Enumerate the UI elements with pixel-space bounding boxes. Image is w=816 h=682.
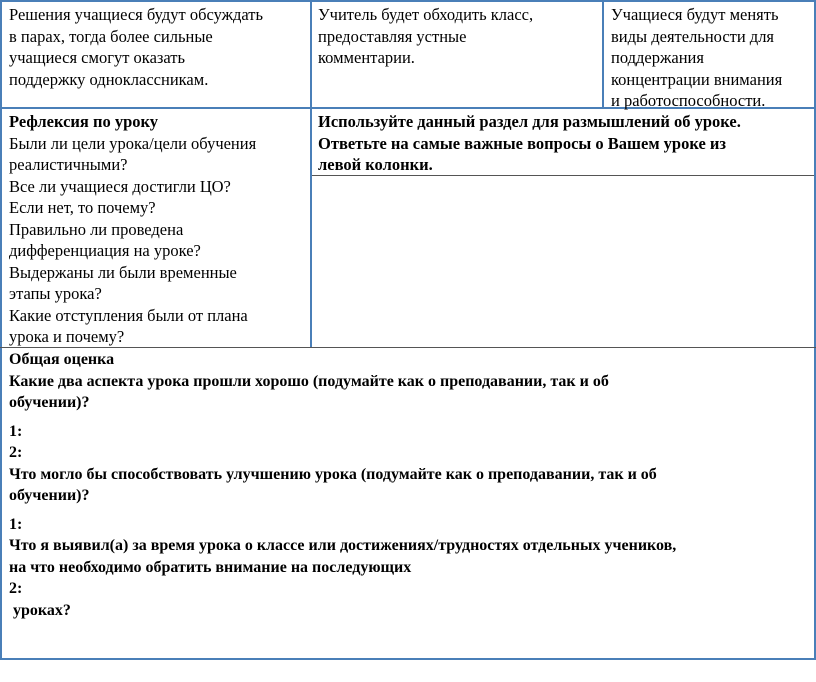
reflection-instruction: Используйте данный раздел для размышлений об уроке. Ответьте на самые важные вопросы о Вашем уроке из левой колонки. bbox=[318, 112, 741, 174]
overall-title: Общая оценка bbox=[9, 351, 115, 368]
row1-col1: Решения учащиеся будут обсуждать в парах, тогда более сильные учащиеся смогут оказать поддержку одноклассникам. bbox=[9, 5, 264, 89]
row1-col3: Учащиеся будут менять виды деятельности для поддержания концентрации внимания и работоспособности. bbox=[611, 5, 783, 110]
reflection-questions: Рефлексия по уроку Были ли цели урока/цели обучения реалистичными? Все ли учащиеся достигли ЦО? Если нет, то почему? Правильно ли проведена дифференциация на уроке? Выдержаны ли были временные этапы урока? Какие отступления были от плана урока и почему? bbox=[9, 111, 309, 348]
divider bbox=[602, 0, 604, 107]
overall-evaluation: Общая оценка Какие два аспекта урока прошли хорошо (подумайте как о преподавании, так и об обучении)? 1: 2: Что могло бы способствовать улучшению урока (подумайте как о преподавании, так и об обучении)? 1: Что я выявил(а) за время урока о классе или достижениях/трудностях отдельных учеников, на что необходимо обратить внимание на последующих 2: уроках? bbox=[9, 349, 809, 621]
reflection-title: Рефлексия по уроку bbox=[9, 112, 159, 131]
reflection-answer-area[interactable] bbox=[312, 176, 814, 347]
row1-col2: Учитель будет обходить класс, предоставляя устные комментарии. bbox=[318, 5, 534, 67]
